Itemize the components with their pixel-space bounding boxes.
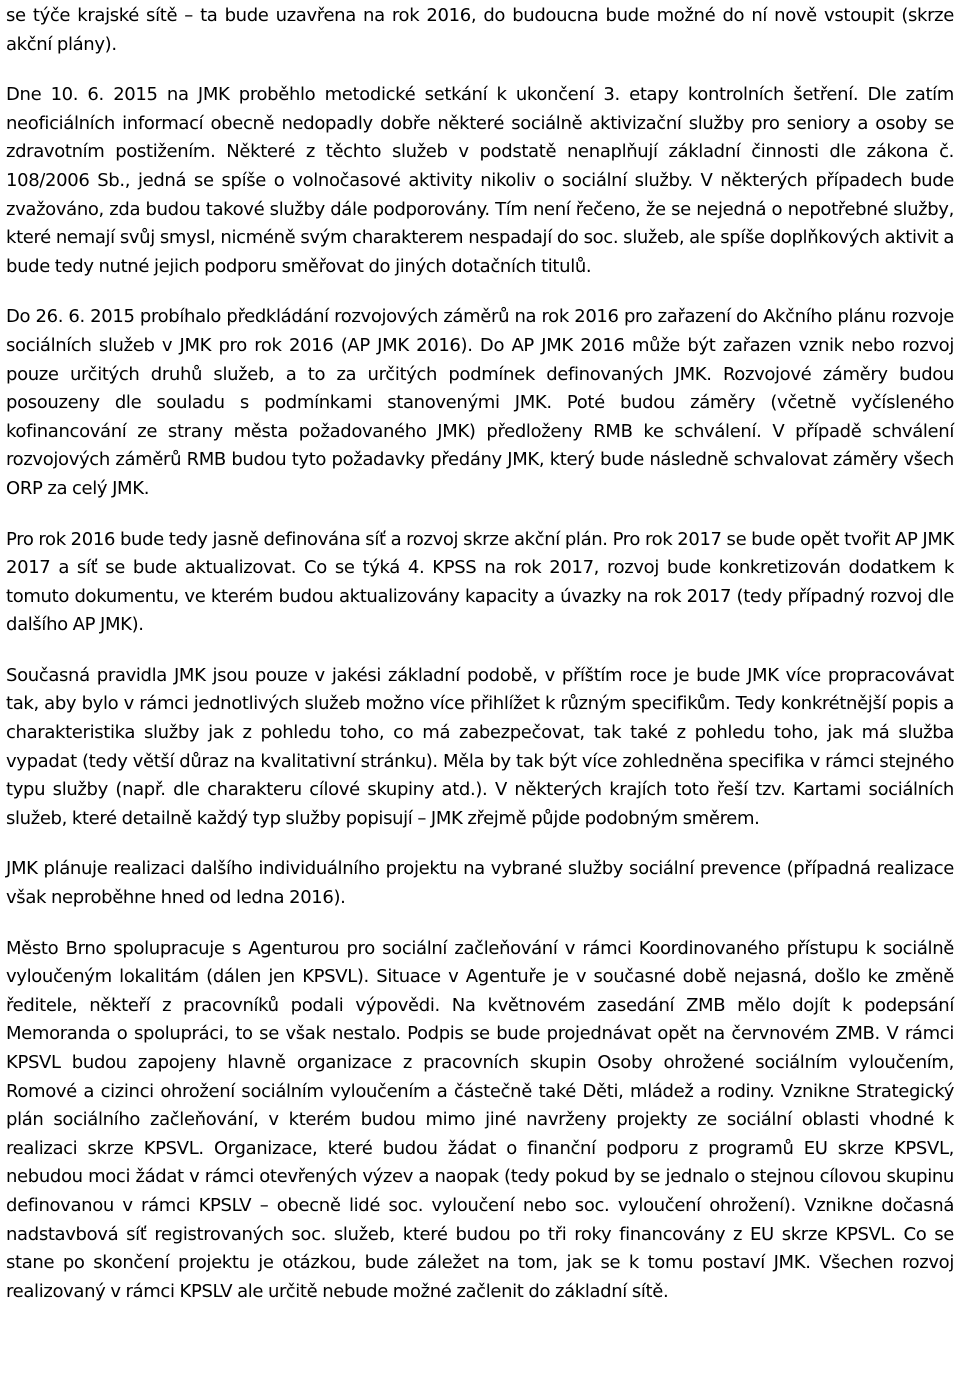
paragraph-kpsvl-cooperation: Město Brno spolupracuje s Agenturou pro sociální začleňování v rámci Koordinovaného přístupu k sociálně vyloučeným lokalitám (dálen jen KPSVL). Situace v Agentuře je v současné době nejasná, došlo ke změně ředitele, někteří z pracovníků podali výpovědi. Na květnovém zasedání ZMB mělo dojít k podepsání Memoranda o spolupráci, to se však nestalo. Podpis se bude projednávat opět na červnovém ZMB. V rámci KPSVL budou zapojeny hlavně organizace z pracovních skupin Osoby ohrožené sociálním vyloučením, Romové a cizinci ohrožení sociálním vyloučením a částečně také Děti, mládež a rodiny. Vznikne Strategický plán sociálního začleňování, v kterém budou mimo jiné navrženy projekty ze sociální oblasti vhodné k realizaci skrze KPSVL. Organizace, které budou žádat o finanční podporu z programů EU skrze KPSVL, nebudou moci žádat v rámci otevřených výzev a naopak (tedy pokud by se jednalo o stejnou cílovou skupinu definovanou v rámci KPSLV – obecně lidé soc. vyloučení nebo soc. vyloučení ohrožení). Vznikne dočasná nadstavbová síť registrovaných soc. služeb, které budou po tři roky financovány z EU skrze KPSVL. Co se stane po skončení projektu je otázkou, bude záležet na tom, jak se k tomu postaví JMK. Všechen rozvoj realizovaný v rámci KPSLV ale určitě nebude možné začlenit do základní sítě. — [6, 937, 954, 1302]
paragraph-year-2016-2017: Pro rok 2016 bude tedy jasně definována síť a rozvoj skrze akční plán. Pro rok 2017 se bude opět tvořit AP JMK 2017 a síť se bude aktualizovat. Co se týká 4. KPSS na rok 2017, rozvoj bude konkretizován dodatkem k tomuto dokumentu, ve kterém budou aktualizovány kapacity a úvazky na rok 2017 (tedy případný rozvoj dle dalšího AP JMK). — [6, 528, 954, 636]
paragraph-methodical-meeting: Dne 10. 6. 2015 na JMK proběhlo metodické setkání k ukončení 3. etapy kontrolních šetření. Dle zatím neoficiálních informací obecně nedopadly dobře některé sociálně aktivizační služby pro seniory a osoby se zdravotním postižením. Některé z těchto služeb v podstatě nenaplňují základní činnosti dle zákona č. 108/2006 Sb., jedná se spíše o volnočasové aktivity nikoliv o sociální služby. V některých případech bude zvažováno, zda budou takové služby dále podporovány. Tím není řečeno, že se nejedná o nepotřebné služby, které nemají svůj smysl, nicméně svým charakterem nespadají do soc. služeb, ale spíše doplňkových aktivit a bude tedy nutné jejich podporu směřovat do jiných dotačních titulů. — [6, 84, 954, 277]
document-page — [6, 0, 954, 1328]
paragraph-network-note: se týče krajské sítě – ta bude uzavřena na rok 2016, do budoucna bude možné do ní nově vstoupit (skrze akční plány). — [6, 5, 954, 55]
paragraph-jmk-rules: Současná pravidla JMK jsou pouze v jakési základní podobě, v příštím roce je bude JMK více propracovávat tak, aby bylo v rámci jednotlivých služeb možno více přihlížet k různým specifikům. Tedy konkrétnější popis a charakteristika služby jak z pohledu toho, co má zabezpečovat, tak také z pohledu toho, jak má služba vypadat (tedy větší důraz na kvalitativní stránku). Měla by tak být více zohledněna specifika v rámci stejného typu služby (např. dle charakteru cílové skupiny atd.). V některých krajích toto řeší tzv. Kartami sociálních služeb, které detailně každý typ služby popisují – JMK zřejmě půjde podobným směrem. — [6, 664, 954, 829]
paragraph-development-plans: Do 26. 6. 2015 probíhalo předkládání rozvojových záměrů na rok 2016 pro zařazení do Akčního plánu rozvoje sociálních služeb v JMK pro rok 2016 (AP JMK 2016). Do AP JMK 2016 může být zařazen vznik nebo rozvoj pouze určitých druhů služeb, a to za určitých podmínek definovaných JMK. Rozvojové záměry budou posouzeny dle souladu s podmínkami stanovenými JMK. Poté budou záměry (včetně vyčísleného kofinancování ze strany města požadovaného JMK) předloženy RMB ke schválení. V případě schválení rozvojových záměrů RMB budou tyto požadavky předány JMK, který bude následně schvalovat záměry všech ORP za celý JMK. — [6, 306, 954, 499]
paragraph-individual-project: JMK plánuje realizaci dalšího individuálního projektu na vybrané služby sociální prevence (případná realizace však neproběhne hned od ledna 2016). — [6, 858, 954, 909]
